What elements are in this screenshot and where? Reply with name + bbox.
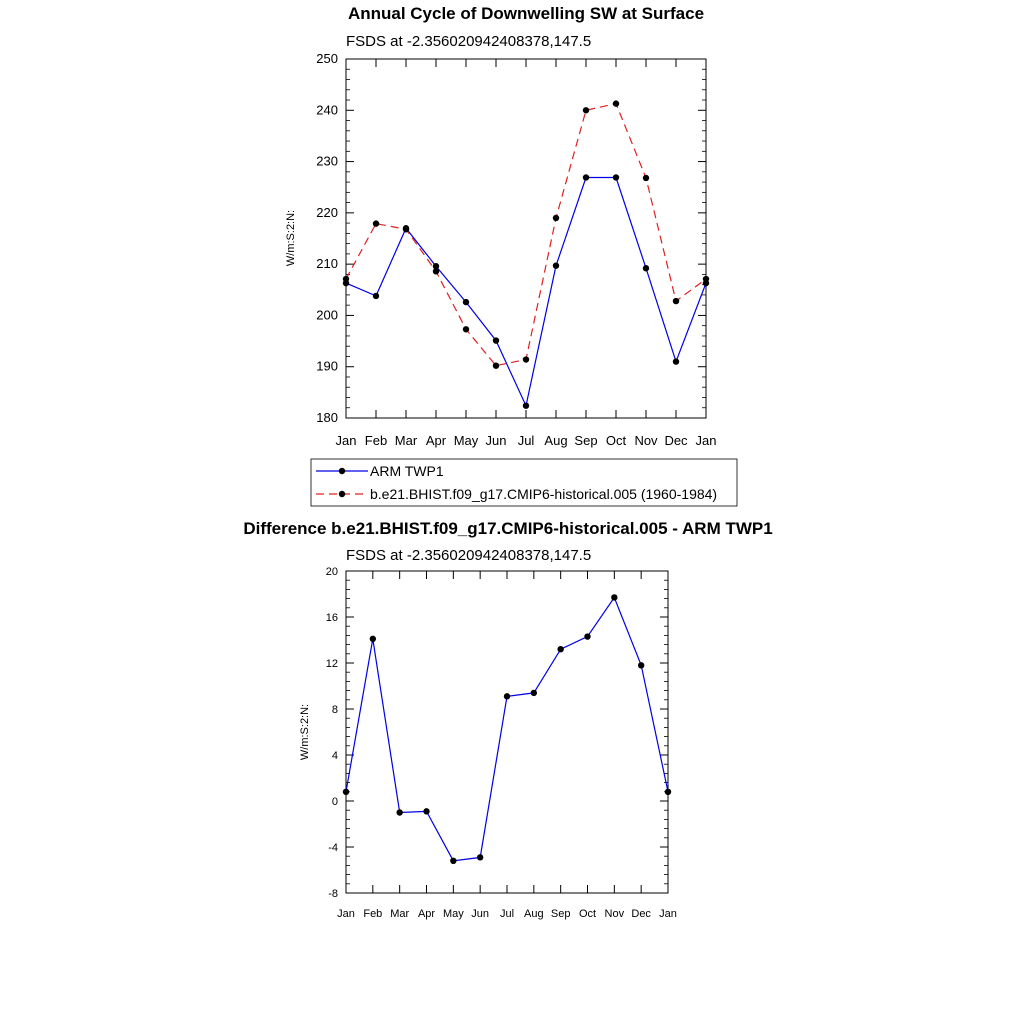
y-tick-label: 8 bbox=[331, 704, 338, 716]
data-point bbox=[531, 690, 537, 696]
x-tick-label: Jun bbox=[471, 908, 490, 920]
x-tick-label: Dec bbox=[664, 433, 688, 448]
x-tick-label: Apr bbox=[417, 908, 436, 920]
legend-marker-model bbox=[339, 491, 345, 497]
data-point bbox=[613, 174, 619, 180]
data-point bbox=[493, 362, 499, 368]
chart-1-title: Annual Cycle of Downwelling SW at Surface bbox=[347, 4, 705, 23]
chart-1-legend bbox=[311, 459, 737, 506]
data-point bbox=[638, 662, 644, 668]
x-tick-label: Oct bbox=[605, 433, 627, 448]
data-point bbox=[665, 789, 671, 795]
x-tick-label: May bbox=[442, 908, 464, 920]
y-tick-label: 190 bbox=[316, 358, 338, 374]
y-tick-label: 12 bbox=[325, 658, 338, 670]
x-tick-label: Jan bbox=[337, 908, 355, 920]
data-point bbox=[583, 174, 589, 180]
chart-1-series bbox=[343, 100, 709, 408]
data-point bbox=[433, 268, 439, 274]
y-tick-label: 220 bbox=[316, 204, 338, 220]
data-point bbox=[553, 215, 559, 221]
y-tick-label: 240 bbox=[316, 102, 338, 118]
chart-2-ylabel: W/m:S:2:N: bbox=[299, 703, 311, 761]
data-point bbox=[523, 356, 529, 362]
chart-1-plot-frame bbox=[346, 59, 706, 418]
x-tick-label: Dec bbox=[631, 908, 651, 920]
x-tick-label: Jun bbox=[485, 433, 507, 448]
data-point bbox=[557, 646, 563, 652]
chart-2-ticks bbox=[326, 566, 677, 920]
y-tick-label: -8 bbox=[328, 888, 338, 900]
data-point bbox=[423, 808, 429, 814]
x-tick-label: Jan bbox=[335, 433, 357, 448]
x-tick-label: Apr bbox=[425, 433, 447, 448]
data-point bbox=[643, 265, 649, 271]
x-tick-label: Jan bbox=[695, 433, 717, 448]
data-point bbox=[493, 337, 499, 343]
chart-2-series bbox=[343, 594, 671, 864]
y-tick-label: 20 bbox=[325, 566, 338, 578]
x-tick-label: Aug bbox=[544, 433, 568, 448]
data-point bbox=[373, 220, 379, 226]
data-point bbox=[584, 633, 590, 639]
y-tick-label: 210 bbox=[316, 256, 338, 272]
data-point bbox=[523, 402, 529, 408]
x-tick-label: Sep bbox=[550, 908, 571, 920]
x-tick-label: May bbox=[453, 433, 479, 448]
data-point bbox=[343, 276, 349, 282]
data-point bbox=[370, 636, 376, 642]
data-point bbox=[613, 100, 619, 106]
y-tick-label: -4 bbox=[328, 842, 338, 854]
x-tick-label: Jul bbox=[517, 433, 535, 448]
chart-1-ylabel: W/m:S:2:N: bbox=[285, 209, 297, 267]
data-point bbox=[403, 226, 409, 232]
x-tick-label: Jul bbox=[499, 908, 515, 920]
legend-label-arm: ARM TWP1 bbox=[370, 463, 444, 479]
chart-1 bbox=[285, 4, 737, 506]
data-point bbox=[673, 298, 679, 304]
data-point bbox=[343, 789, 349, 795]
chart-2 bbox=[243, 519, 772, 920]
y-tick-label: 200 bbox=[316, 307, 338, 323]
data-point bbox=[553, 262, 559, 268]
data-point bbox=[643, 175, 649, 181]
data-point bbox=[450, 858, 456, 864]
x-tick-label: Mar bbox=[394, 433, 418, 448]
data-point bbox=[504, 693, 510, 699]
x-tick-label: Feb bbox=[363, 908, 383, 920]
legend-label-model: b.e21.BHIST.f09_g17.CMIP6-historical.005 (1960-1984) bbox=[370, 486, 718, 502]
y-tick-label: 180 bbox=[316, 410, 338, 425]
chart-2-subtitle: FSDS at -2.356020942408378,147.5 bbox=[346, 547, 592, 564]
x-tick-label: Jan bbox=[659, 908, 677, 920]
series-line-0 bbox=[346, 178, 706, 406]
series-line-0 bbox=[346, 598, 668, 861]
data-point bbox=[673, 358, 679, 364]
x-tick-label: Aug bbox=[524, 908, 544, 920]
y-tick-label: 16 bbox=[325, 612, 338, 624]
series-line-1 bbox=[346, 104, 706, 366]
x-tick-label: Sep bbox=[574, 433, 598, 448]
y-tick-label: 230 bbox=[316, 153, 338, 169]
y-tick-label: 250 bbox=[316, 51, 338, 66]
x-tick-label: Nov bbox=[634, 433, 658, 448]
data-point bbox=[583, 107, 589, 113]
chart-2-plot-frame bbox=[346, 571, 668, 893]
x-tick-label: Mar bbox=[390, 908, 410, 920]
data-point bbox=[611, 594, 617, 600]
data-point bbox=[373, 293, 379, 299]
chart-1-subtitle: FSDS at -2.356020942408378,147.5 bbox=[346, 33, 592, 50]
chart-1-ticks bbox=[316, 51, 716, 448]
chart-2-title: Difference b.e21.BHIST.f09_g17.CMIP6-historical.005 - ARM TWP1 bbox=[243, 519, 773, 538]
data-point bbox=[477, 854, 483, 860]
x-tick-label: Nov bbox=[604, 908, 625, 920]
y-tick-label: 4 bbox=[331, 750, 338, 762]
legend-marker-arm bbox=[339, 468, 345, 474]
data-point bbox=[463, 299, 469, 305]
y-tick-label: 0 bbox=[331, 796, 338, 808]
data-point bbox=[463, 326, 469, 332]
x-tick-label: Oct bbox=[578, 908, 597, 920]
x-tick-label: Feb bbox=[364, 433, 388, 448]
data-point bbox=[703, 276, 709, 282]
data-point bbox=[396, 809, 402, 815]
